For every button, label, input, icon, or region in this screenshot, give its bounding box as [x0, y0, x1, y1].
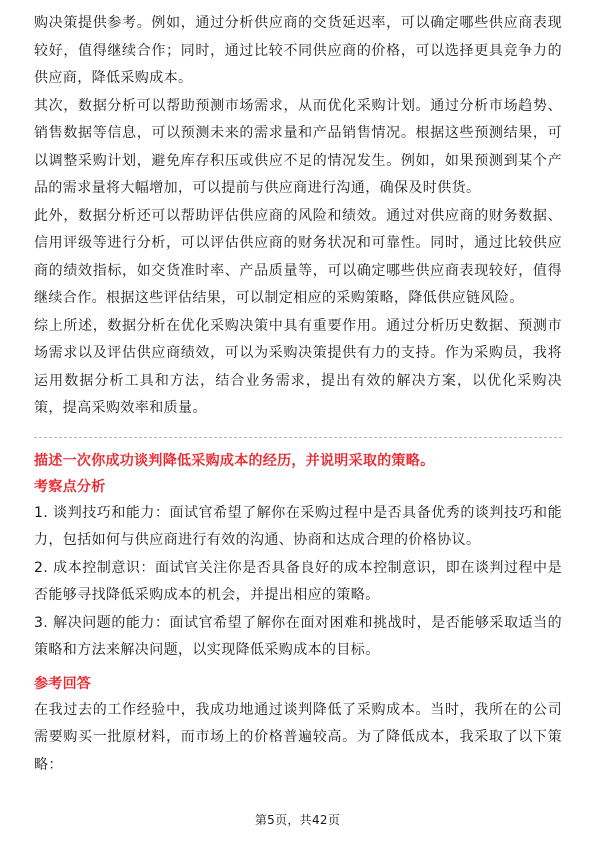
analysis-heading: 考察点分析 — [34, 478, 106, 495]
page-footer: 第5页，共42页 — [254, 813, 341, 827]
intro-paragraph-4: 综上所述，数据分析在优化采购决策中具有重要作用。通过分析历史数据、预测市场需求以及评估供应商绩效，可以为采购决策提供有力的支持。作为采购员，我将运用数据分析工具和方法，结合业务需求，提出有效的解决方案，以优化采购决策，提高采购效率和质量。 — [34, 317, 562, 416]
analysis-point-3: 3. 解决问题的能力：面试官希望了解你在面对困难和挑战时，是否能够采取适当的策略和方法来解决问题，以实现降低采购成本的目标。 — [34, 614, 562, 658]
answer-paragraph: 在我过去的工作经验中，我成功地通过谈判降低了采购成本。当时，我所在的公司需要购买一批原材料，而市场上的价格普遍较高。为了降低成本，我采取了以下策略： — [34, 701, 562, 773]
intro-paragraph-3: 此外，数据分析还可以帮助评估供应商的风险和绩效。通过对供应商的财务数据、信用评级等进行分析，可以评估供应商的财务状况和可靠性。同时，通过比较供应商的绩效指标，如交货准时率、产品质量等，可以确定哪些供应商表现较好，值得继续合作。根据这些评估结果，可以制定相应的采购策略，降低供应链风险。 — [34, 207, 562, 306]
intro-paragraph-1: 购决策提供参考。例如，通过分析供应商的交货延迟率，可以确定哪些供应商表现较好，值得继续合作；同时，通过比较不同供应商的价格，可以选择更具竞争力的供应商，降低采购成本。 — [34, 15, 562, 86]
analysis-point-1: 1. 谈判技巧和能力：面试官希望了解你在采购过程中是否具备优秀的谈判技巧和能力，包括如何与供应商进行有效的沟通、协商和达成合理的价格协议。 — [34, 504, 562, 548]
answer-heading: 参考回答 — [34, 675, 92, 692]
section-divider — [34, 437, 562, 438]
intro-paragraph-2: 其次，数据分析可以帮助预测市场需求，从而优化采购计划。通过分析市场趋势、销售数据等信息，可以预测未来的需求量和产品销售情况。根据这些预测结果，可以调整采购计划，避免库存积压或供应不足的情况发生。例如，如果预测到某个产品的需求量将大幅增加，可以提前与供应商进行沟通，确保及时供货。 — [34, 97, 562, 196]
document-page — [34, 10, 562, 779]
analysis-point-2: 2. 成本控制意识：面试官关注你是否具备良好的成本控制意识，即在谈判过程中是否能够寻找降低采购成本的机会，并提出相应的策略。 — [34, 559, 562, 603]
interview-question: 描述一次你成功谈判降低采购成本的经历，并说明采取的策略。 — [34, 452, 435, 469]
